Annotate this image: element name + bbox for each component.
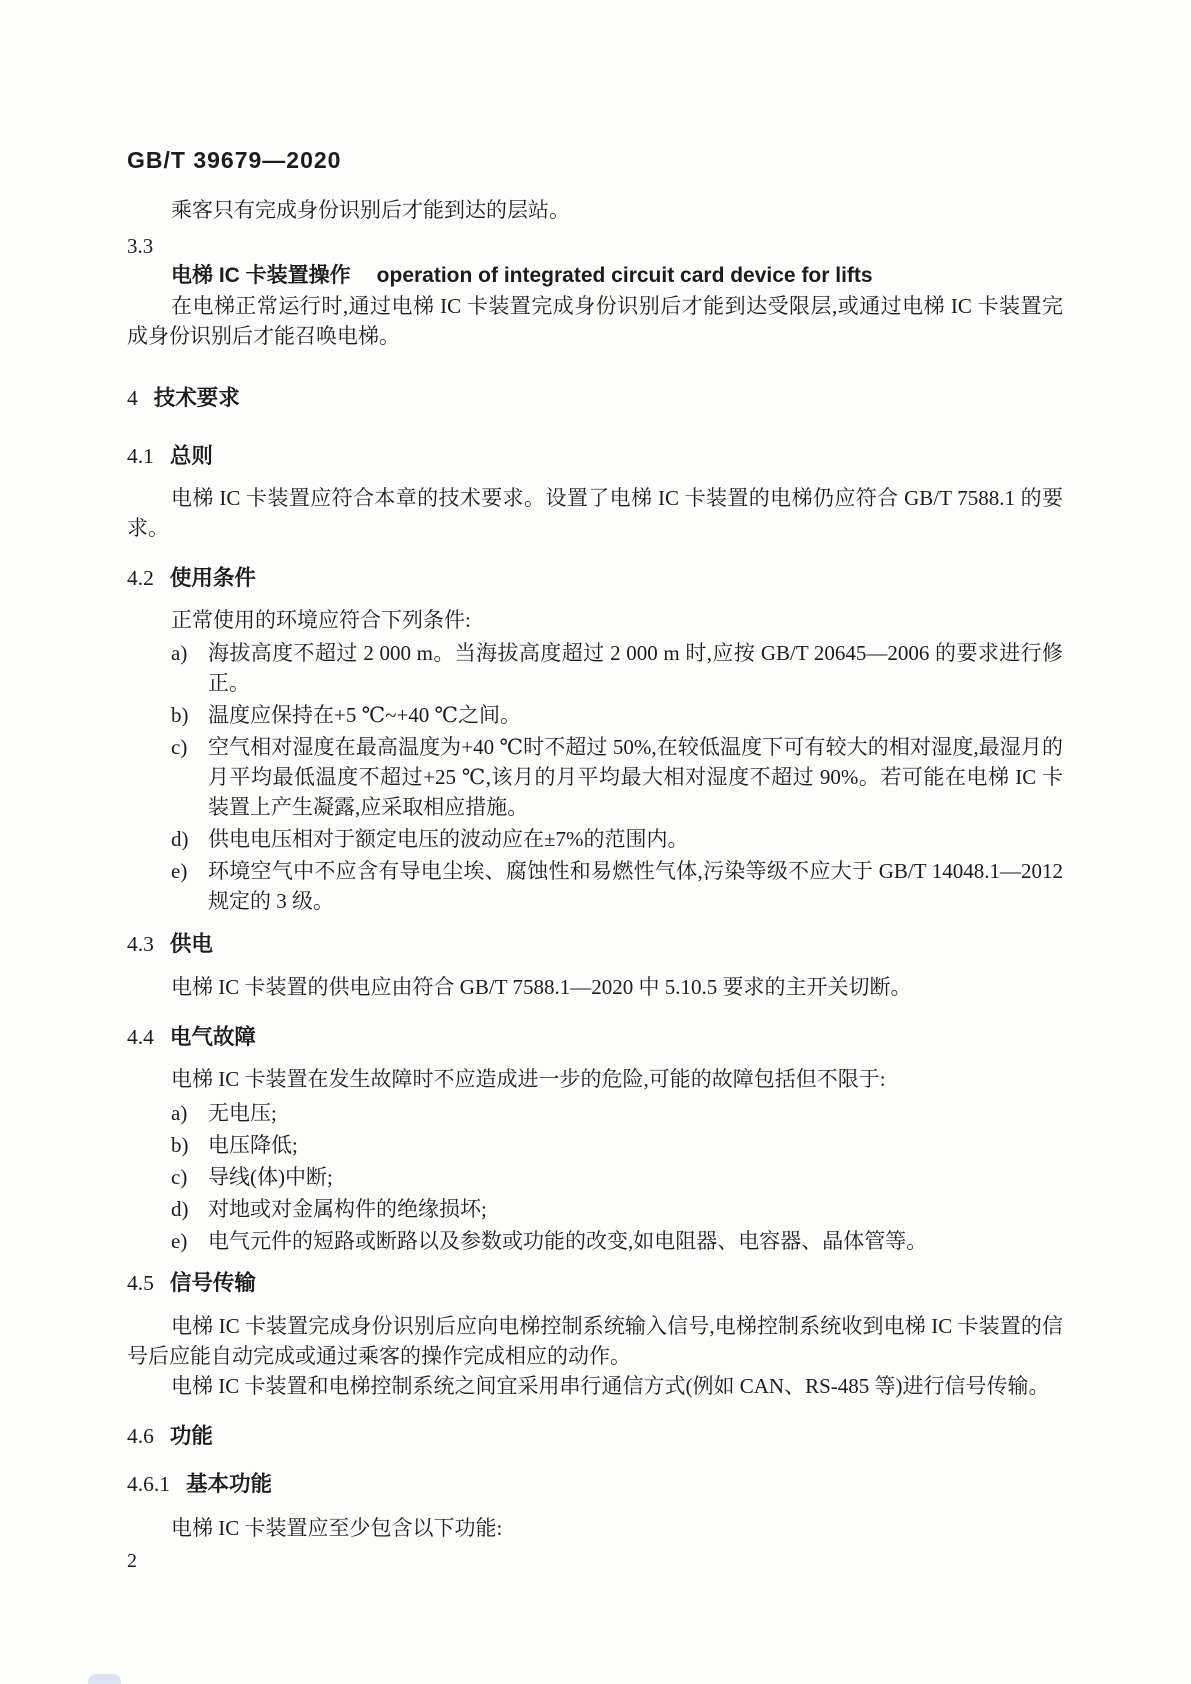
list-item: [127, 1226, 1063, 1256]
list-item-label: a): [171, 641, 188, 665]
clause-4-1-title: 总则: [169, 444, 213, 468]
clause-4-6-1-title: 基本功能: [186, 1472, 273, 1496]
list-item-text: 供电电压相对于额定电压的波动应在±7%的范围内。: [208, 827, 689, 851]
clause-4-4-number: 4.4: [127, 1025, 154, 1049]
list-item-label: c): [171, 735, 188, 759]
clause-4-2-heading: [127, 563, 1063, 593]
list-item: [127, 1098, 1063, 1128]
clause-4-3-title: 供电: [169, 932, 213, 956]
list-item: [127, 700, 1063, 730]
list-item-label: d): [171, 1197, 189, 1221]
clause-4-5-para2: 电梯 IC 卡装置和电梯控制系统之间宜采用串行通信方式(例如 CAN、RS-485 等)进行信号传输。: [171, 1374, 1050, 1398]
clause-4-4-intro: 电梯 IC 卡装置在发生故障时不应造成进一步的危险,可能的故障包括但不限于:: [171, 1067, 886, 1091]
list-item-label: e): [171, 859, 188, 883]
list-item-label: b): [171, 1133, 189, 1157]
clause-4-1-number: 4.1: [127, 444, 154, 468]
list-item: [127, 1194, 1063, 1224]
clause-4-6-1-number: 4.6.1: [127, 1472, 170, 1496]
list-item-text: 电气元件的短路或断路以及参数或功能的改变,如电阻器、电容器、晶体管等。: [208, 1229, 928, 1253]
clause-4-4-heading: [127, 1022, 1063, 1052]
clause-4-6-1-body: 电梯 IC 卡装置应至少包含以下功能:: [171, 1516, 503, 1540]
standard-number-header: GB/T 39679—2020: [127, 147, 342, 173]
list-item-text: 空气相对湿度在最高温度为+40 ℃时不超过 50%,在较低温度下可有较大的相对湿度,最湿月的月平均最低温度不超过+25 ℃,该月的月平均最大相对湿度不超过 90%。若可能在电梯 IC 卡装置上产生凝露,应采取相应措施。: [208, 735, 1063, 819]
list-item-label: e): [171, 1229, 188, 1253]
clause-4-3-body: 电梯 IC 卡装置的供电应由符合 GB/T 7588.1—2020 中 5.10.5 要求的主开关切断。: [171, 975, 912, 999]
clause-4-2-intro: 正常使用的环境应符合下列条件:: [171, 608, 471, 632]
term-definition: 在电梯正常运行时,通过电梯 IC 卡装置完成身份识别后才能到达受限层,或通过电梯 IC 卡装置完成身份识别后才能召唤电梯。: [127, 294, 1063, 348]
list-item-text: 温度应保持在+5 ℃~+40 ℃之间。: [208, 703, 522, 727]
term-number: 3.3: [127, 234, 154, 258]
list-item: [127, 732, 1063, 822]
list-item-text: 对地或对金属构件的绝缘损坏;: [208, 1197, 487, 1221]
list-item-label: d): [171, 827, 189, 851]
list-item-label: a): [171, 1101, 188, 1125]
list-item: [127, 856, 1063, 916]
term-chinese: 电梯 IC 卡装置操作: [171, 264, 351, 287]
clause-4-2-list: [127, 638, 1063, 916]
clause-4-title: 技术要求: [153, 386, 240, 410]
term-english: operation of integrated circuit card device for lifts: [376, 264, 873, 287]
clause-4-5-title: 信号传输: [169, 1271, 256, 1295]
list-item-label: b): [171, 703, 189, 727]
list-item: [127, 824, 1063, 854]
list-item: [127, 1130, 1063, 1160]
clause-4-1-heading: [127, 441, 1063, 471]
clause-4-3-number: 4.3: [127, 932, 154, 956]
list-item-text: 海拔高度不超过 2 000 m。当海拔高度超过 2 000 m 时,应按 GB/T 20645—2006 的要求进行修正。: [208, 641, 1063, 695]
clause-4-6-title: 功能: [169, 1424, 213, 1448]
footer-scan-artifact: [88, 1674, 121, 1684]
clause-4-5-heading: [127, 1268, 1063, 1298]
clause-4-1-body: 电梯 IC 卡装置应符合本章的技术要求。设置了电梯 IC 卡装置的电梯仍应符合 GB/T 7588.1 的要求。: [127, 486, 1063, 540]
clause-4-4-list: [127, 1098, 1063, 1256]
page-content: [127, 145, 1063, 1576]
list-item-text: 电压降低;: [208, 1133, 298, 1157]
clause-4-3-heading: [127, 929, 1063, 959]
clause-4-5-para1: 电梯 IC 卡装置完成身份识别后应向电梯控制系统输入信号,电梯控制系统收到电梯 IC 卡装置的信号后应能自动完成或通过乘客的操作完成相应的动作。: [127, 1314, 1063, 1368]
clause-4-6-heading: [127, 1421, 1063, 1451]
clause-4-5-number: 4.5: [127, 1271, 154, 1295]
list-item: [127, 1162, 1063, 1192]
clause-4-6-number: 4.6: [127, 1424, 154, 1448]
list-item-label: c): [171, 1165, 188, 1189]
clause-4-6-1-heading: [127, 1469, 1063, 1499]
list-item-text: 导线(体)中断;: [208, 1165, 333, 1189]
clause-4-2-title: 使用条件: [169, 566, 256, 590]
page-number: 2: [127, 1550, 137, 1572]
clause-4-4-title: 电气故障: [169, 1025, 256, 1049]
list-item-text: 无电压;: [208, 1101, 277, 1125]
clause-4-number: 4: [127, 386, 138, 410]
clause-4-heading: [127, 383, 1063, 413]
term-title-line: [127, 261, 1063, 291]
list-item-text: 环境空气中不应含有导电尘埃、腐蚀性和易燃性气体,污染等级不应大于 GB/T 14048.1—2012 规定的 3 级。: [208, 859, 1063, 913]
list-item: [127, 638, 1063, 698]
clause-4-2-number: 4.2: [127, 566, 154, 590]
lead-paragraph: 乘客只有完成身份识别后才能到达的层站。: [171, 198, 570, 222]
